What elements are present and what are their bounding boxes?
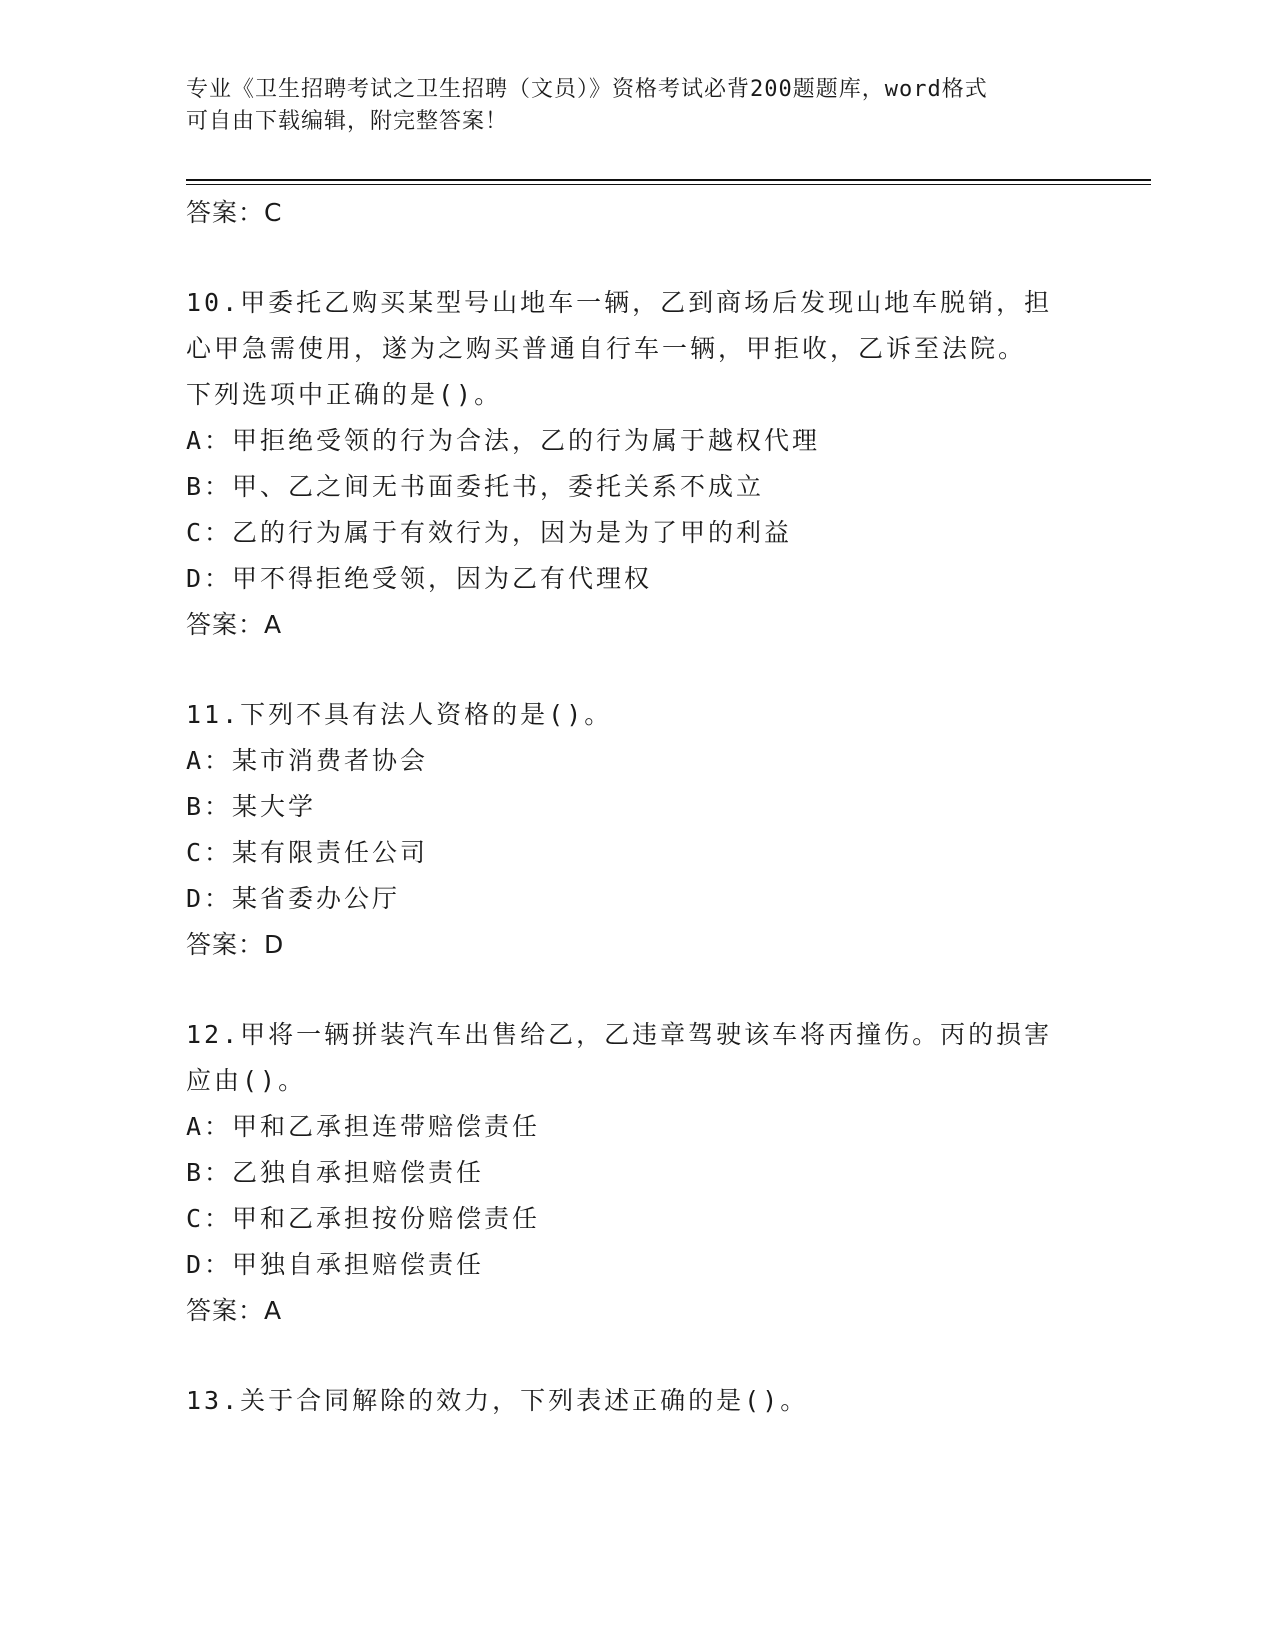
question-stem: 10.甲委托乙购买某型号山地车一辆，乙到商场后发现山地车脱销，担 [186,288,1053,317]
question-stem: 下列选项中正确的是()。 [186,380,503,409]
header-rule-thick [186,179,1151,181]
answer-line: 答案：C [186,198,283,227]
question-13 [186,1378,1151,1424]
question-stem: 13.关于合同解除的效力，下列表述正确的是()。 [186,1386,809,1415]
option-c: C：甲和乙承担按份赔偿责任 [186,1204,541,1233]
option-b: B：乙独自承担赔偿责任 [186,1158,485,1187]
option-b: B：甲、乙之间无书面委托书，委托关系不成立 [186,472,765,501]
question-stem: 心甲急需使用，遂为之购买普通自行车一辆，甲拒收，乙诉至法院。 [186,334,1027,363]
answer-line: 答案：A [186,1296,283,1325]
option-d: D：甲不得拒绝受领，因为乙有代理权 [186,564,653,593]
question-11 [186,692,1151,968]
header-line-2: 可自由下载编辑，附完整答案！ [186,109,509,134]
option-c: C：某有限责任公司 [186,838,429,867]
question-10 [186,280,1151,648]
option-d: D：某省委办公厅 [186,884,401,913]
header-rule-thin [186,184,1151,185]
question-list [186,190,1151,1424]
document-header [186,74,1086,138]
option-d: D：甲独自承担赔偿责任 [186,1250,485,1279]
option-a: A：某市消费者协会 [186,746,429,775]
option-a: A：甲拒绝受领的行为合法，乙的行为属于越权代理 [186,426,821,455]
question-stem: 12.甲将一辆拼装汽车出售给乙，乙违章驾驶该车将丙撞伤。丙的损害 [186,1020,1053,1049]
header-line-1: 专业《卫生招聘考试之卫生招聘（文员）》资格考试必背200题题库，word格式 [186,77,988,102]
option-b: B：某大学 [186,792,317,821]
option-a: A：甲和乙承担连带赔偿责任 [186,1112,541,1141]
question-stem: 应由()。 [186,1066,307,1095]
answer-line: 答案：A [186,610,283,639]
option-c: C：乙的行为属于有效行为，因为是为了甲的利益 [186,518,793,547]
answer-line: 答案：D [186,930,285,959]
question-12 [186,1012,1151,1334]
question-stem: 11.下列不具有法人资格的是()。 [186,700,613,729]
